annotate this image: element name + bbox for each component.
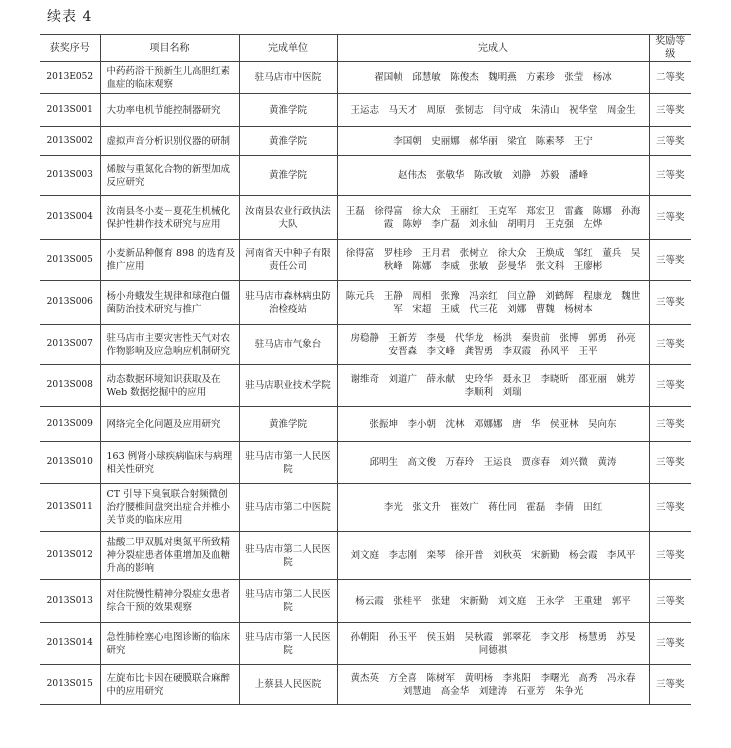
people-cell: 房稳静 王新芳 李曼 代华龙 杨洪 秦贵前 张博 郭勇 孙亮 安晋森 李文峰 龚智勇 李双霞 孙风平 王平 (337, 325, 649, 365)
project-name-cell: 对住院慢性精神分裂症女患者综合干预的效果观察 (100, 580, 239, 623)
award-no-cell: 2013S014 (40, 623, 100, 665)
award-no-cell: 2013S015 (40, 665, 100, 705)
people-cell: 李光 张文升 崔效广 蒋仕同 霍磊 李倩 田红 (337, 484, 649, 532)
level-cell: 三等奖 (649, 407, 691, 442)
people-cell: 杨云霞 张桂平 张建 宋新勤 刘文庭 王永学 王重建 郭平 (337, 580, 649, 623)
unit-cell: 汝南县农业行政执法大队 (239, 196, 337, 240)
unit-cell: 驻马店市第二人民医院 (239, 532, 337, 580)
project-name-cell: 左旋布比卡因在硬膜联合麻醉中的应用研究 (100, 665, 239, 705)
unit-cell: 驻马店市中医院 (239, 62, 337, 94)
unit-cell: 黄淮学院 (239, 94, 337, 127)
unit-cell: 驻马店市第二中医院 (239, 484, 337, 532)
unit-cell: 驻马店市第一人民医院 (239, 442, 337, 484)
project-name-cell: 驻马店市主要灾害性天气对农作物影响及应急响应机制研究 (100, 325, 239, 365)
award-no-cell: 2013S012 (40, 532, 100, 580)
level-cell: 三等奖 (649, 325, 691, 365)
people-cell: 赵伟杰 张敬华 陈改敏 刘静 苏毅 潘峰 (337, 156, 649, 196)
level-cell: 三等奖 (649, 623, 691, 665)
people-cell: 张振坤 李小朝 沈林 邓娜娜 唐 华 侯亚林 吴向东 (337, 407, 649, 442)
award-no-cell: 2013E052 (40, 62, 100, 94)
project-name-cell: 大功率电机节能控制器研究 (100, 94, 239, 127)
header-project-name: 项目名称 (100, 35, 239, 62)
table-row (40, 62, 691, 94)
people-cell: 孙朝阳 孙玉平 侯玉娟 吴秋霞 郭翠花 李文彤 杨慧勇 苏旻 同德祺 (337, 623, 649, 665)
table-caption: 续表 4 (47, 9, 93, 25)
level-cell: 三等奖 (649, 156, 691, 196)
table-row (40, 580, 691, 623)
table-row (40, 532, 691, 580)
level-cell: 三等奖 (649, 281, 691, 325)
table-row (40, 484, 691, 532)
people-cell: 陈元兵 王静 周相 张豫 冯亲红 闫立静 刘鹤辉 程康龙 魏世军 宋超 王威 代三花 刘娜 曹魏 杨树本 (337, 281, 649, 325)
award-no-cell: 2013S003 (40, 156, 100, 196)
unit-cell: 黄淮学院 (239, 407, 337, 442)
table-body (40, 62, 691, 705)
award-no-cell: 2013S001 (40, 94, 100, 127)
people-cell: 王磊 徐得富 徐大众 王丽红 王克军 郑宏卫 雷鑫 陈娜 孙海霞 陈婷 李广磊 刘永仙 胡明月 王克强 左烨 (337, 196, 649, 240)
project-name-cell: 163 例肾小球疾病临床与病理相关性研究 (100, 442, 239, 484)
table-row (40, 281, 691, 325)
level-cell: 三等奖 (649, 365, 691, 407)
level-cell: 三等奖 (649, 196, 691, 240)
level-cell: 三等奖 (649, 94, 691, 127)
level-cell: 二等奖 (649, 62, 691, 94)
project-name-cell: 急性肺栓塞心电图诊断的临床研究 (100, 623, 239, 665)
table-row (40, 127, 691, 156)
table-row (40, 94, 691, 127)
level-cell: 三等奖 (649, 484, 691, 532)
project-name-cell: 汝南县冬小麦－夏花生机械化保护性耕作技术研究与应用 (100, 196, 239, 240)
project-name-cell: 小麦新品种偃育 898 的选育及推广应用 (100, 240, 239, 281)
unit-cell: 黄淮学院 (239, 127, 337, 156)
people-cell: 徐得富 罗桂珍 王月君 张树立 徐大众 王焕成 邹红 董兵 吴秋峰 陈娜 李威 张敏 彭曼华 张文科 王廖彬 (337, 240, 649, 281)
table-row (40, 623, 691, 665)
header-people: 完成人 (337, 35, 649, 62)
people-cell: 王运志 马天才 周原 张韧志 闫守成 朱清山 祝华堂 周金生 (337, 94, 649, 127)
table-row (40, 196, 691, 240)
level-cell: 三等奖 (649, 580, 691, 623)
table-row (40, 156, 691, 196)
people-cell: 翟国帧 邱慧敏 陈俊杰 魏明燕 方素珍 张莹 杨冰 (337, 62, 649, 94)
award-no-cell: 2013S008 (40, 365, 100, 407)
unit-cell: 驻马店市第二人民医院 (239, 580, 337, 623)
unit-cell: 驻马店市第一人民医院 (239, 623, 337, 665)
unit-cell: 驻马店市气象台 (239, 325, 337, 365)
award-no-cell: 2013S002 (40, 127, 100, 156)
level-cell: 三等奖 (649, 665, 691, 705)
table-row (40, 665, 691, 705)
award-table (40, 34, 691, 705)
award-no-cell: 2013S006 (40, 281, 100, 325)
project-name-cell: 虚拟声音分析识别仪器的研制 (100, 127, 239, 156)
unit-cell: 驻马店职业技术学院 (239, 365, 337, 407)
people-cell: 谢维奇 刘道广 薛永献 史玲华 聂永卫 李晓昕 邵亚丽 姚芳 李顺利 刘瑞 (337, 365, 649, 407)
award-no-cell: 2013S005 (40, 240, 100, 281)
project-name-cell: 烯胺与重氮化合物的新型加成反应研究 (100, 156, 239, 196)
people-cell: 黄杰英 方全喜 陈树军 黄明杨 李兆阳 李曙光 高秀 冯永春 刘慧迪 高金华 刘建涛 石亚芳 朱争光 (337, 665, 649, 705)
header-row (40, 35, 691, 62)
header-level: 奖励等级 (649, 35, 691, 62)
level-cell: 三等奖 (649, 532, 691, 580)
project-name-cell: 网络完全化问题及应用研究 (100, 407, 239, 442)
level-cell: 三等奖 (649, 442, 691, 484)
project-name-cell: CT 引导下臭氧联合射频微创治疗腰椎间盘突出症合并椎小关节炎的临床应用 (100, 484, 239, 532)
table-row (40, 407, 691, 442)
award-no-cell: 2013S009 (40, 407, 100, 442)
award-no-cell: 2013S013 (40, 580, 100, 623)
project-name-cell: 杨小舟蛾发生规律和球孢白僵菌防治技术研究与推广 (100, 281, 239, 325)
unit-cell: 上蔡县人民医院 (239, 665, 337, 705)
table-row (40, 442, 691, 484)
project-name-cell: 盐酸二甲双胍对奥氮平所致精神分裂症患者体重增加及血糖升高的影响 (100, 532, 239, 580)
project-name-cell: 中药药浴干预新生儿高胆红素血症的临床观察 (100, 62, 239, 94)
level-cell: 三等奖 (649, 240, 691, 281)
people-cell: 邱明生 高文俊 万春玲 王运良 贾彦春 刘兴微 黄涛 (337, 442, 649, 484)
award-no-cell: 2013S011 (40, 484, 100, 532)
header-award-no: 获奖序号 (40, 35, 100, 62)
award-no-cell: 2013S004 (40, 196, 100, 240)
people-cell: 李国朝 史丽娜 郝华丽 梁宜 陈素琴 王宁 (337, 127, 649, 156)
project-name-cell: 动态数据环境知识获取及在 Web 数据挖掘中的应用 (100, 365, 239, 407)
unit-cell: 驻马店市森林病虫防治检疫站 (239, 281, 337, 325)
unit-cell: 河南省天中种子有限责任公司 (239, 240, 337, 281)
level-cell: 三等奖 (649, 127, 691, 156)
table-row (40, 325, 691, 365)
award-no-cell: 2013S010 (40, 442, 100, 484)
header-unit: 完成单位 (239, 35, 337, 62)
award-no-cell: 2013S007 (40, 325, 100, 365)
unit-cell: 黄淮学院 (239, 156, 337, 196)
people-cell: 刘文庭 李志刚 栾琴 徐开普 刘秋英 宋新勤 杨会霞 李风平 (337, 532, 649, 580)
table-row (40, 365, 691, 407)
table-row (40, 240, 691, 281)
